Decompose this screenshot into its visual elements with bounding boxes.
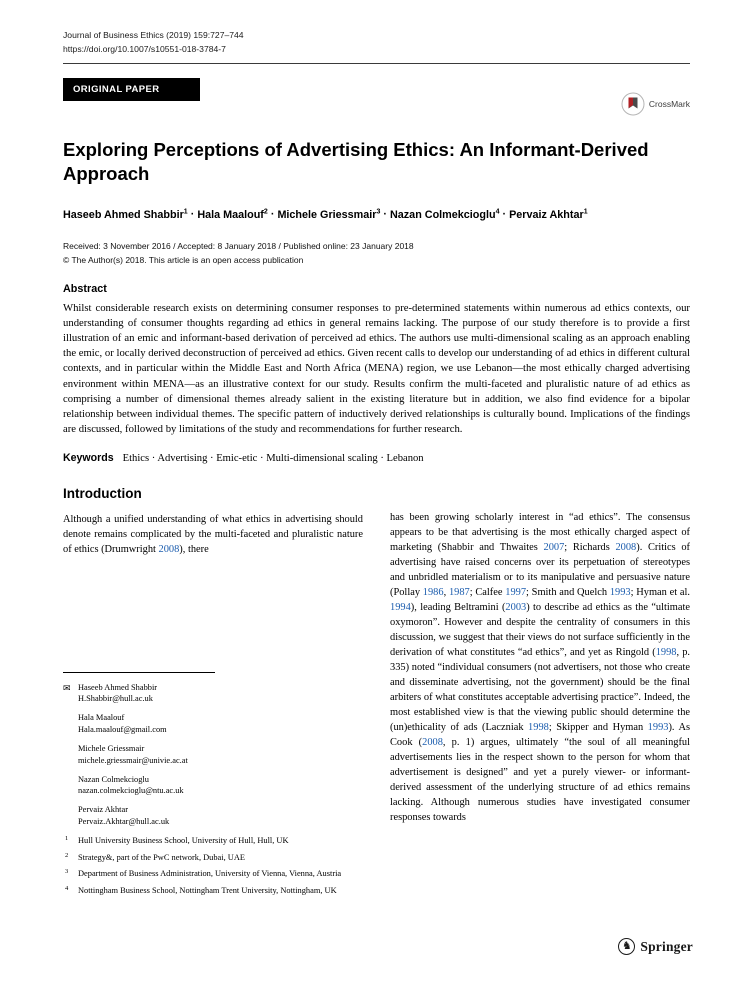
header-meta [63, 30, 690, 64]
author-separator: · [187, 208, 198, 221]
keywords-line [63, 452, 690, 464]
contact-email[interactable]: H.Shabbir@hull.ac.uk [78, 694, 153, 704]
keywords-heading: Keywords [63, 452, 114, 465]
affiliation-number: 2 [65, 851, 69, 859]
citation-link[interactable]: 1986 [422, 587, 444, 599]
citation-link[interactable]: 2008 [615, 542, 637, 554]
article-history-line: Received: 3 November 2016 / Accepted: 8 January 2018 / Published online: 23 January 2018 [63, 240, 414, 251]
author-separator: · [499, 208, 510, 221]
header-divider [63, 63, 690, 64]
abstract-text: Whilst considerable research exists on determining consumer responses to pre-determined statements within numerous ad ethics contexts, our understanding of consumer thoughts regarding ad ethics in general remains lacking. The purpose of our study therefore is to provide a first illustration of an emic and informant-based derivation of perceived ad ethics. The authors use multi-dimensional scaling as an approach enabling the emic, or locally derived deconstruction of perceived ad ethics. Given recent calls to develop our understanding of ad ethics in different cultural contexts, and in particular within the Middle East and North Africa (MENA) region, we use Lebanon—the most ethically charged advertising environment within MENA—as an illustrative context for our study. Results confirm the multi-faceted and pluralistic nature of ad ethics as comprising a number of dimensional themes already salient in the existing literature but in addition, we also find evidence for a bipolar relationship between individual themes. The specific pattern of inductively derived relationships is culturally bound. Implications of the findings are discussed, followed by limitations of the study and recommendations for further research. [63, 301, 690, 436]
envelope-icon: ✉ [63, 682, 71, 693]
citation-link[interactable]: 1987 [448, 587, 470, 599]
contact-name: Pervaiz Akhtar [78, 805, 128, 815]
author-affiliation-marker: 4 [495, 208, 500, 216]
affiliation-text: Nottingham Business School, Nottingham Trent University, Nottingham, UK [78, 885, 337, 895]
author-affiliation-marker: 1 [183, 208, 188, 216]
contact-name: Michele Griessmair [78, 743, 145, 753]
author-affiliation-marker: 1 [583, 208, 588, 216]
contact-name: Hala Maalouf [78, 713, 125, 723]
springer-horse-icon: ♞ [618, 938, 635, 955]
citation-link[interactable]: 1993 [647, 722, 669, 734]
introduction-paragraph-right [390, 511, 690, 826]
springer-wordmark: Springer [640, 938, 693, 954]
affiliation-item [63, 885, 363, 896]
page-footer [618, 938, 693, 955]
author-name: Hala Maalouf$^2$ [197, 208, 268, 221]
crossmark-badge[interactable] [621, 92, 690, 116]
contact-name: Haseeb Ahmed Shabbir [78, 682, 158, 692]
text-run: ; Richards [564, 542, 616, 554]
text-run: ). As Cook ( [390, 722, 690, 749]
author-affiliation-marker: 3 [376, 208, 381, 216]
contact-name: Nazan Colmekcioglu [78, 774, 149, 784]
contact-item [63, 774, 363, 797]
affiliation-text: Hull University Business School, University of Hull, Hull, UK [78, 836, 289, 845]
affiliation-item [63, 835, 363, 846]
copyright-line: © The Author(s) 2018. This article is an open access publication [63, 254, 304, 265]
text-run: , p. 335) noted “individual consumers (not advertisers, not those who create and disseminate advertising, not the government) should be the final arbiters of what constitutes acceptable advertising practice”. Indeed, the most established view is that the viewing public should determine the (un)ethicality of ads (Laczniak [390, 647, 691, 734]
article-title: Exploring Perceptions of Advertising Ethics: An Informant-Derived Approach [63, 139, 649, 185]
affiliation-item [63, 868, 363, 879]
citation-link[interactable]: 2003 [505, 602, 527, 614]
text-run: ; Calfee [469, 587, 506, 599]
left-column [63, 486, 363, 901]
author-list [63, 208, 690, 221]
keywords-text: Ethics · Advertising · Emic-etic · Multi-dimensional scaling · Lebanon [122, 453, 424, 465]
text-run: ; Skipper and Hyman [548, 722, 648, 734]
text-run: , p. 1) argues, ultimately “the soul of all meaningful advertisements lies in the respect shown to the person for whom that advertisement is designed” and yet a purely viewer- or informant-derived assessment of the underlying structure of ad ethics remains lacking. Although numerous studies have investigated consumer responses towards [390, 737, 691, 824]
affiliation-text: Department of Business Administration, University of Vienna, Vienna, Austria [78, 869, 342, 879]
text-run: ; Hyman et al. [630, 587, 690, 599]
text-run: ), leading Beltramini ( [410, 602, 506, 614]
affiliation-number: 3 [65, 868, 69, 876]
author-separator: · [380, 208, 390, 221]
citation-link[interactable]: 2008 [422, 737, 443, 749]
front-matter-footnotes [63, 672, 363, 902]
contact-email[interactable]: michele.griessmair@univie.ac.at [78, 755, 188, 765]
text-run: ), there [179, 544, 209, 556]
author-name: Pervaiz Akhtar$^1$ [509, 208, 588, 221]
right-column [390, 486, 690, 901]
affiliation-number: 1 [65, 835, 69, 842]
citation-link[interactable]: 1997 [505, 587, 527, 599]
citation-link[interactable]: 2007 [543, 542, 565, 554]
text-run: ; Smith and Quelch [526, 587, 610, 599]
contact-item [63, 712, 363, 735]
contact-item [63, 682, 363, 705]
text-run: ). Critics of advertising have raised concerns over its perpetuation of stereotypes and unbridled materialism or to its manipulative and persuasive nature (Pollay [390, 542, 690, 599]
contact-item [63, 743, 363, 766]
introduction-heading: Introduction [63, 486, 142, 502]
author-affiliation-marker: 2 [263, 208, 268, 216]
citation-link[interactable]: 1993 [609, 587, 631, 599]
footnote-divider [63, 672, 215, 673]
citation-link[interactable]: 2008 [158, 544, 180, 556]
contact-list [63, 682, 363, 828]
citation-link[interactable]: 1998 [655, 647, 677, 659]
introduction-paragraph-left [63, 513, 363, 558]
affiliation-list [63, 835, 363, 896]
text-run: Although a unified understanding of what ethics in advertising should denote remains complicated by the multi-faceted and pluralistic nature of ethics (Drumwright [63, 514, 363, 556]
crossmark-icon [621, 92, 645, 116]
text-run: has been growing scholarly interest in “ad ethics”. The consensus appears to be that advertising is the most ethically charged aspect of marketing (Shabbir and Thwaites [390, 512, 690, 554]
two-column-body [63, 486, 690, 901]
text-run: , [443, 587, 449, 599]
affiliation-text: Strategy&, part of the PwC network, Dubai, UAE [78, 852, 246, 862]
crossmark-label: CrossMark [648, 99, 690, 109]
affiliation-item [63, 852, 363, 863]
doi-link[interactable]: https://doi.org/10.1007/s10551-018-3784-7 [63, 44, 226, 54]
contact-item [63, 804, 363, 827]
affiliation-number: 4 [65, 884, 69, 892]
contact-email[interactable]: Hala.maalouf@gmail.com [78, 724, 167, 734]
author-name: Haseeb Ahmed Shabbir$^1$ [63, 208, 188, 221]
article-type-badge: ORIGINAL PAPER [63, 78, 200, 101]
contact-email[interactable]: Pervaiz.Akhtar@hull.ac.uk [78, 816, 170, 826]
author-name: Nazan Colmekcioglu$^4$ [389, 208, 500, 221]
citation-link[interactable]: 1994 [390, 602, 411, 614]
citation-link[interactable]: 1998 [528, 722, 549, 734]
journal-citation: Journal of Business Ethics (2019) 159:727–744 [63, 30, 244, 40]
author-name: Michele Griessmair$^3$ [277, 208, 381, 221]
author-separator: · [267, 208, 278, 221]
springer-logo [618, 938, 693, 955]
abstract-heading: Abstract [63, 282, 107, 295]
text-run: ) to describe ad ethics as the “ultimate oxymoron”. However and despite the centrality of consumers in this discussion, we suggest that their views do not surface sufficiently in the derivation of what constitutes “ad ethics”, and yet as Ringold ( [390, 602, 690, 659]
contact-email[interactable]: nazan.colmekcioglu@ntu.ac.uk [78, 786, 184, 796]
badge-row [63, 78, 690, 124]
abstract-section [63, 283, 690, 438]
